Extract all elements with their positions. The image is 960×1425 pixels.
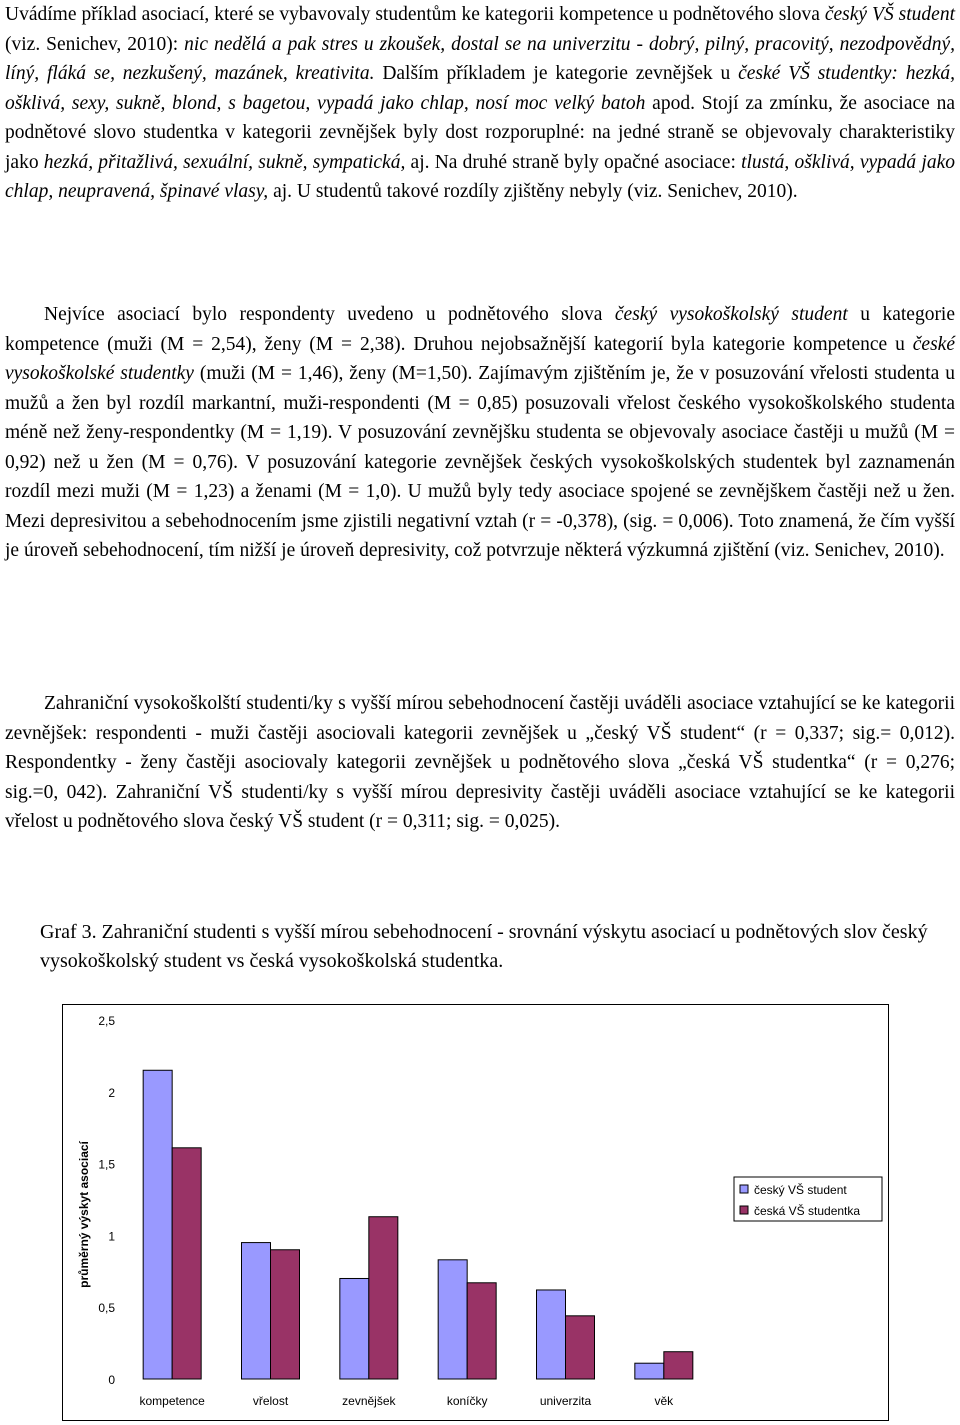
italic-text: tlustá, ošklivá, vypadá jako chlap, neupravená, špinavé vlasy, [5, 151, 955, 202]
bar-studentka-2 [369, 1217, 398, 1379]
italic-text: český VŠ student [824, 4, 955, 25]
italic-text: české VŠ studentky: hezká, ošklivá, sexy, sukně, blond, s bagetou, vypadá jako chlap, nosí moc velký batoh [5, 63, 955, 114]
text-run: aj. U studentů takové rozdíly zjištěny nebyly (viz. Senichev, 2010). [268, 181, 798, 202]
bar-chart [63, 1005, 888, 1420]
x-category-label: vřelost [252, 1394, 289, 1408]
italic-text: české vysokoškolské studentky [5, 333, 955, 384]
legend-label: český VŠ student [754, 1183, 847, 1197]
text-run: Dalším příkladem je kategorie zevnějšek u [374, 63, 739, 84]
bar-studentka-3 [467, 1283, 496, 1379]
bar-student-5 [635, 1363, 664, 1379]
bar-student-3 [438, 1260, 467, 1379]
text-run: Zahraniční vysokoškolští studenti/ky s vyšší mírou sebehodnocení častěji uváděli asociace vztahující se ke kategorii zevnějšek: respondenti - muži častěji asociovali kategorii zevnějšek u „český VŠ student“ (r = 0,337; sig.= 0,012). Respondentky - ženy častěji asociovaly kategorii zevnějšek u podnětového slova „česká VŠ studentka“ (r = 0,276; sig.=0, 042). Zahraniční VŠ studenti/ky s vyšší mírou depresivity častěji uváděli asociace vztahující se ke kategorii vřelost u podnětového slova český VŠ student (r = 0,311; sig. = 0,025). [5, 693, 955, 832]
legend-swatch-1 [740, 1206, 748, 1214]
paragraph-foreign-students [5, 689, 955, 837]
text-run: Uvádíme příklad asociací, které se vybavovaly studentům ke kategorii kompetence u podnětového slova [5, 4, 825, 25]
legend-label: česká VŠ studentka [754, 1204, 861, 1218]
x-category-label: koníčky [446, 1394, 488, 1408]
bar-studentka-5 [664, 1352, 693, 1379]
bar-student-1 [242, 1243, 271, 1379]
chart-frame [62, 1004, 889, 1421]
bar-student-0 [143, 1070, 172, 1379]
paragraph-results [5, 300, 955, 566]
italic-text: český vysokoškolský student [614, 304, 848, 325]
bar-student-2 [340, 1278, 369, 1379]
figure-caption: Graf 3. Zahraniční studenti s vyšší mírou sebehodnocení - srovnání výskytu asociací u podnětových slov český vysokoškolský student vs česká vysokoškolská studentka. [40, 921, 928, 972]
x-category-label: věk [654, 1394, 674, 1408]
bar-studentka-4 [566, 1316, 595, 1379]
y-tick-label: 1,5 [98, 1157, 115, 1172]
legend-swatch-0 [740, 1185, 748, 1193]
y-tick-label: 1 [108, 1229, 115, 1244]
text-run: u kategorie kompetence (muži (M = 2,54), ženy (M = 2,38). Druhou nejobsažnější kategorií byla kategorie kompetence u [5, 304, 956, 355]
x-category-label: kompetence [139, 1394, 205, 1408]
y-tick-label: 0,5 [98, 1301, 115, 1316]
text-run: Nejvíce asociací bylo respondenty uvedeno u podnětového slova [5, 304, 615, 325]
y-tick-label: 2,5 [98, 1014, 115, 1028]
text-run: apod. Stojí za zmínku, že asociace na podnětové slovo studentka v kategorii zevnějšek byly dost rozporuplné: na jedné straně se objevovaly charakteristiky jako [5, 92, 955, 173]
y-tick-label: 0 [108, 1373, 115, 1387]
y-axis-label: průměrný výskyt asociací [77, 1141, 91, 1288]
bar-studentka-0 [172, 1148, 201, 1379]
bar-student-4 [537, 1290, 566, 1379]
italic-text: nic nedělá a pak stres u zkoušek, dostal se na univerzitu - dobrý, pilný, pracovitý, nezodpovědný, líný, fláká se, nezkušený, mazánek, kreativita. [5, 33, 955, 84]
italic-text: hezká, přitažlivá, sexuální, sukně, sympatická, [43, 151, 406, 173]
text-run: (muži (M = 1,46), ženy (M=1,50). Zajímavým zjištěním je, že v posuzování vřelosti studenta u mužů a žen byl rozdíl markantní, muži-respondenti (M = 0,85) posuzovali vřelost českého vysokoškolského studenta méně než ženy-respondentky (M = 1,19). V posuzování zevnějšku studenta se objevovaly asociace častěji u mužů (M = 0,92) než u žen (M = 0,76). V posuzování kategorie zevnějšek českých vysokoškolských studentek byl zaznamenán rozdíl mezi muži (M = 1,23) a ženami (M = 1,0). U mužů byly tedy asociace spojené se zevnějškem častěji než u žen. Mezi depresivitou a sebehodnocením jsme zjistili negativní vztah (r = -0,378), (sig. = 0,006). Toto znamená, že čím vyšší je úroveň sebehodnocení, tím nižší je úroveň depresivity, což potvrzuje některá výzkumná zjištění (viz. Senichev, 2010). [5, 363, 955, 561]
text-run: aj. Na druhé straně byly opačné asociace: [405, 151, 742, 173]
text-run: (viz. Senichev, 2010): [5, 33, 185, 55]
x-category-label: univerzita [539, 1394, 592, 1408]
y-tick-label: 2 [108, 1085, 115, 1100]
paragraph-associations [5, 0, 955, 207]
bar-studentka-1 [271, 1250, 300, 1379]
x-category-label: zevnějšek [342, 1394, 396, 1408]
